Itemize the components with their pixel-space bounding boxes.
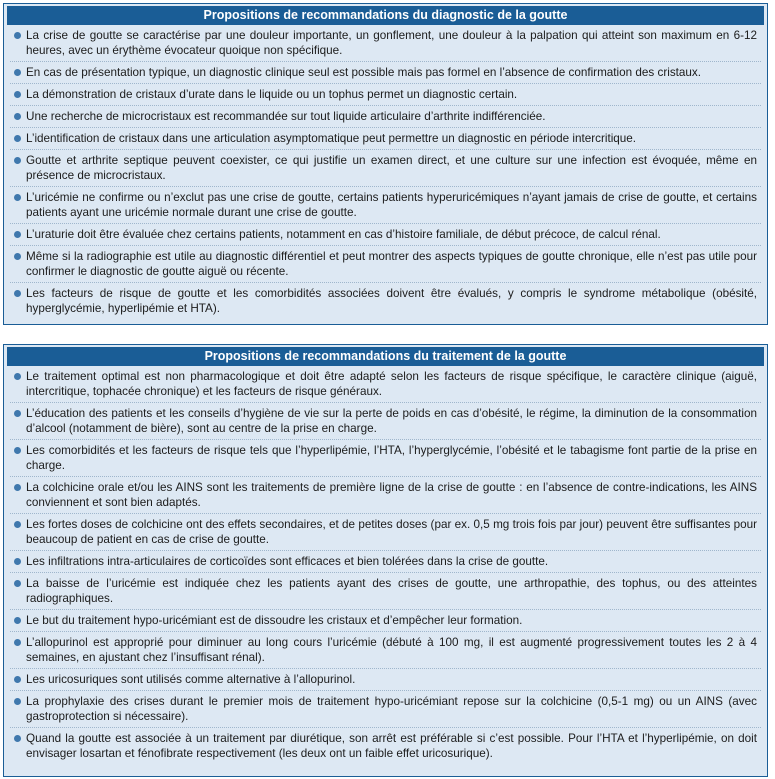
bullet-icon — [14, 617, 21, 624]
recommendation-text: Les infiltrations intra-articulaires de corticoïdes sont efficaces et bien tolérées dans la crise de goutte. — [26, 555, 549, 568]
recommendation-text: Les uricosuriques sont utilisés comme alternative à l’allopurinol. — [26, 673, 356, 686]
recommendation-item — [10, 728, 761, 764]
bullet-icon — [14, 580, 21, 587]
recommendation-text: Quand la goutte est associée à un traitement par diurétique, son arrêt est préférable si c’est possible. Pour l’HTA et l’hyperlipémie, on doit envisager losartan et fénofibrate respectivement (les deux ont un faible effet uricosurique). — [26, 732, 757, 760]
recommendation-text: En cas de présentation typique, un diagnostic clinique seul est possible mais pas formel en l’absence de confirmation des cristaux. — [26, 66, 702, 79]
recommendation-text: Goutte et arthrite septique peuvent coexister, ce qui justifie un examen direct, et une culture sur une infection est évoquée, même en présence de microcristaux. — [26, 154, 757, 182]
recommendation-item — [10, 366, 761, 403]
recommendation-item — [10, 610, 761, 632]
bullet-icon — [14, 558, 21, 565]
recommendation-item — [10, 62, 761, 84]
recommendation-text: Le traitement optimal est non pharmacologique et doit être adapté selon les facteurs de risque spécifique, le caractère clinique (aiguë, intercritique, tophacée chronique) et les facteurs de risque généraux. — [26, 370, 757, 398]
recommendation-text: La démonstration de cristaux d’urate dans le liquide ou un tophus permet un diagnostic certain. — [26, 88, 518, 101]
bullet-icon — [14, 639, 21, 646]
bullet-icon — [14, 290, 21, 297]
bullet-icon — [14, 410, 21, 417]
recommendation-item — [10, 477, 761, 514]
treatment-list — [4, 366, 767, 764]
treatment-title: Propositions de recommandations du traitement de la goutte — [7, 347, 764, 366]
bullet-icon — [14, 135, 21, 142]
bullet-icon — [14, 676, 21, 683]
recommendation-text: L’uraturie doit être évaluée chez certains patients, notamment en cas d’histoire familiale, de début précoce, de calcul rénal. — [26, 228, 661, 241]
recommendation-item — [10, 150, 761, 187]
recommendation-item — [10, 84, 761, 106]
bullet-icon — [14, 157, 21, 164]
recommendation-item — [10, 440, 761, 477]
bullet-icon — [14, 32, 21, 39]
recommendation-item — [10, 106, 761, 128]
recommendation-text: La colchicine orale et/ou les AINS sont les traitements de première ligne de la crise de goutte : en l’absence de contre-indications, les AINS conviennent et sont bien adaptés. — [26, 481, 757, 509]
recommendation-item — [10, 25, 761, 62]
bullet-icon — [14, 484, 21, 491]
bullet-icon — [14, 698, 21, 705]
diagnostic-list — [4, 25, 767, 319]
recommendation-item — [10, 551, 761, 573]
recommendation-text: L’allopurinol est approprié pour diminuer au long cours l’uricémie (débuté à 100 mg, il est augmenté progressivement toutes les 2 à 4 semaines, en ajustant chez l’insuffisant rénal). — [26, 636, 757, 664]
recommendation-item — [10, 403, 761, 440]
diagnostic-title: Propositions de recommandations du diagnostic de la goutte — [7, 6, 764, 25]
bullet-icon — [14, 373, 21, 380]
recommendation-text: La crise de goutte se caractérise par une douleur importante, un gonflement, une douleur à la palpation qui atteint son maximum en 6-12 heures, avec un érythème évocateur quoique non spécifique. — [26, 29, 757, 57]
diagnostic-panel — [3, 3, 768, 325]
bullet-icon — [14, 113, 21, 120]
recommendation-text: Les fortes doses de colchicine ont des effets secondaires, et de petites doses (par ex. 0,5 mg trois fois par jour) peuvent être suffisantes pour beaucoup de patient en cas de crise de goutte. — [26, 518, 757, 546]
recommendation-text: L’identification de cristaux dans une articulation asymptomatique peut permettre un diagnostic en période intercritique. — [26, 132, 637, 145]
bullet-icon — [14, 253, 21, 260]
recommendation-text: Une recherche de microcristaux est recommandée sur tout liquide articulaire d’arthrite indifférenciée. — [26, 110, 546, 123]
bullet-icon — [14, 69, 21, 76]
bullet-icon — [14, 91, 21, 98]
recommendation-item — [10, 669, 761, 691]
bullet-icon — [14, 194, 21, 201]
recommendation-item — [10, 632, 761, 669]
recommendation-item — [10, 573, 761, 610]
recommendation-item — [10, 224, 761, 246]
recommendation-text: Les comorbidités et les facteurs de risque tels que l’hyperlipémie, l’HTA, l’hyperglycémie, l’obésité et le tabagisme font partie de la prise en charge. — [26, 444, 757, 472]
recommendation-item — [10, 691, 761, 728]
treatment-panel — [3, 344, 768, 777]
bullet-icon — [14, 447, 21, 454]
recommendation-item — [10, 246, 761, 283]
recommendation-text: La prophylaxie des crises durant le premier mois de traitement hypo-uricémiant repose sur la colchicine (0,5-1 mg) ou un AINS (avec gastroprotection si nécessaire). — [26, 695, 757, 723]
bullet-icon — [14, 735, 21, 742]
bullet-icon — [14, 231, 21, 238]
recommendation-item — [10, 514, 761, 551]
recommendation-item — [10, 283, 761, 319]
recommendation-text: Les facteurs de risque de goutte et les comorbidités associées doivent être évalués, y compris le syndrome métabolique (obésité, hyperglycémie, hyperlipémie et HTA). — [26, 287, 757, 315]
recommendation-text: La baisse de l’uricémie est indiquée chez les patients ayant des crises de goutte, une arthropathie, des tophus, ou des atteintes radiographiques. — [26, 577, 757, 605]
bullet-icon — [14, 521, 21, 528]
recommendation-text: Le but du traitement hypo-uricémiant est de dissoudre les cristaux et d’empêcher leur formation. — [26, 614, 523, 627]
recommendation-text: Même si la radiographie est utile au diagnostic différentiel et peut montrer des aspects typiques de goutte chronique, elle n’est pas utile pour confirmer le diagnostic de goutte aiguë ou récente. — [26, 250, 757, 278]
recommendation-item — [10, 128, 761, 150]
recommendation-text: L’uricémie ne confirme ou n’exclut pas une crise de goutte, certains patients hyperuricémiques n’ayant jamais de crise de goutte, et certains patients ayant une uricémie normale durant une crise de goutte. — [26, 191, 757, 219]
recommendation-item — [10, 187, 761, 224]
recommendation-text: L’éducation des patients et les conseils d’hygiène de vie sur la perte de poids en cas d’obésité, le régime, la diminution de la consommation d’alcool (notamment de bière), sont au centre de la prise en charge. — [26, 407, 757, 435]
